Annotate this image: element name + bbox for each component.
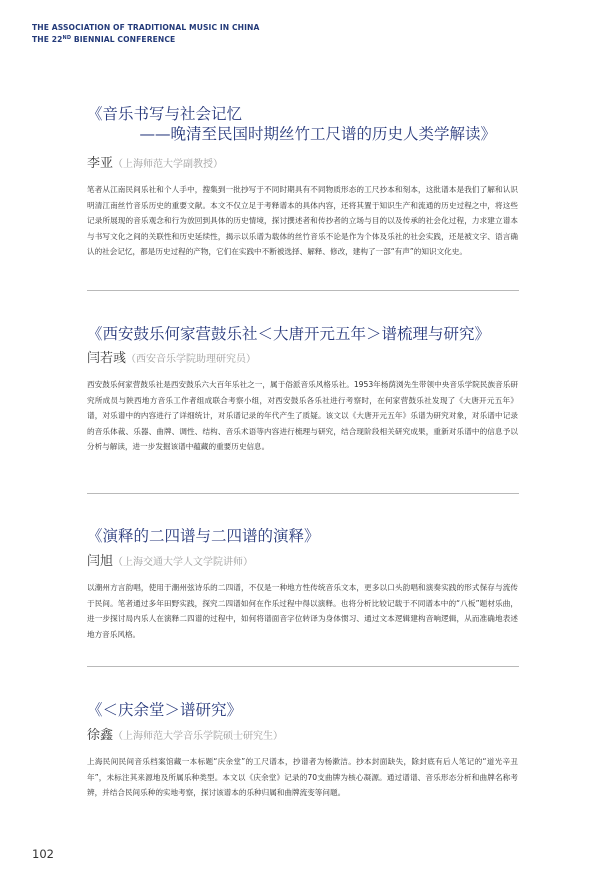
article-title-main: 《音乐书写与社会记忆 bbox=[87, 105, 243, 123]
article-title: 《西安鼓乐何家营鼓乐社＜大唐开元五年＞谱梳理与研究》 bbox=[87, 325, 491, 343]
header-line-2-suffix: BIENNIAL CONFERENCE bbox=[71, 35, 176, 44]
author-name: 闫旭 bbox=[87, 554, 114, 569]
article-title bbox=[87, 104, 518, 144]
author-affiliation: （上海师范大学音乐学院硕士研究生） bbox=[113, 731, 284, 742]
page-number: 102 bbox=[32, 847, 54, 861]
article-3 bbox=[87, 526, 518, 642]
article-abstract: 上海民间民间音乐档案馆藏一本标题“庆余堂”的工尺谱本，抄谱者为杨漱洁。抄本封面缺失，除封底有后人笔记的“道光辛丑年”，未标注其来源地及所属乐种类型。本文以《庆余堂》记录的70支曲牌为核心凝源。通过谱谱、音乐形态分析和曲牌名称考辨，并结合民间乐种的实地考察，探讨该谱本的乐种归属和曲牌流变等问题。 bbox=[87, 757, 518, 797]
article-2 bbox=[87, 324, 518, 455]
article-title: 《演释的二四谱与二四谱的演释》 bbox=[87, 527, 320, 545]
author-name: 闫若彧 bbox=[87, 351, 127, 366]
author-affiliation: （上海师范大学副教授） bbox=[113, 159, 224, 170]
author-line bbox=[87, 153, 518, 174]
author-name: 李亚 bbox=[87, 156, 114, 171]
article-title: 《＜庆余堂＞谱研究》 bbox=[87, 701, 243, 719]
article-4 bbox=[87, 700, 518, 801]
conference-header bbox=[32, 23, 332, 45]
author-line bbox=[87, 551, 518, 572]
author-affiliation: （西安音乐学院助理研究员） bbox=[126, 354, 257, 365]
author-line bbox=[87, 348, 518, 369]
article-abstract: 以潮州方言韵唱，使用于潮州弦诗乐的二四谱，不仅是一种地方性传统音乐文本，更多以口头韵唱和演奏实践的形式保存与流传于民间。笔者通过多年田野实践，探究二四谱如何在作乐过程中得以演释。也将分析比较记载于不同谱本中的“八板”题材乐曲，进一步探讨局内乐人在演释二四谱的过程中，如何将谱面音字位转译为身体惯习、通过文本逻辑建构音响逻辑，从而准确地表述地方音乐风格。 bbox=[87, 583, 518, 639]
header-line-2 bbox=[32, 33, 332, 45]
author-name: 徐鑫 bbox=[87, 728, 114, 743]
article-1 bbox=[87, 104, 518, 260]
article-abstract: 笔者从江南民间乐社和个人手中，搜集到一批抄写于不同时期具有不同物质形态的工尺抄本和刻本，这批谱本是我们了解和认识明清江南丝竹音乐历史的重要文献。本文不仅立足于考释谱本的具体内容，还将其置于知识生产和流通的历史过程之中，将这些记录所展现的音乐观念和行为放回到具体的历史情境，探讨撰述者和传抄者的立场与目的以及传承的社会化过程，力求建立谱本与书写文化之间的关联性和历史延续性，揭示以乐谱为载体的丝竹音乐不论是作为个体及乐社的社会实践，还是被文字、语言确认的社会记忆，都是历史过程的产物，它们在实践中不断被选择、解释、修改，建构了一部“有声”的知识文化史。 bbox=[87, 185, 518, 256]
divider bbox=[87, 290, 519, 291]
divider bbox=[87, 493, 519, 494]
header-line-2-sup: ND bbox=[62, 35, 72, 41]
header-line-2-prefix: THE 22 bbox=[32, 35, 63, 44]
author-affiliation: （上海交通大学人文学院讲师） bbox=[113, 557, 254, 568]
article-abstract: 西安鼓乐何家营鼓乐社是西安鼓乐六大百年乐社之一，属于俗派音乐风格乐社。1953年杨荫浏先生带领中央音乐学院民族音乐研究所成员与陕西地方音乐工作者组成联合考察小组，对西安鼓乐各乐社进行考察时，在何家营鼓乐社发现了《大唐开元五年》谱，对乐谱中的内容进行了详细统计，对乐谱记录的年代产生了质疑。该文以《大唐开元五年》乐谱为研究对象，对乐谱中记录的音乐体裁、乐器、曲牌、调性、结构、音乐术语等内容进行梳理与研究，结合现阶段相关研究成果，重新对乐谱中的信息予以分析与解读，进一步发掘该谱中蕴藏的重要历史信息。 bbox=[87, 380, 518, 451]
header-line-1: THE ASSOCIATION OF TRADITIONAL MUSIC IN CHINA bbox=[32, 23, 260, 32]
divider bbox=[87, 666, 519, 667]
author-line bbox=[87, 725, 518, 746]
article-subtitle: ——晚清至民国时期丝竹工尺谱的历史人类学解读》 bbox=[139, 125, 496, 143]
